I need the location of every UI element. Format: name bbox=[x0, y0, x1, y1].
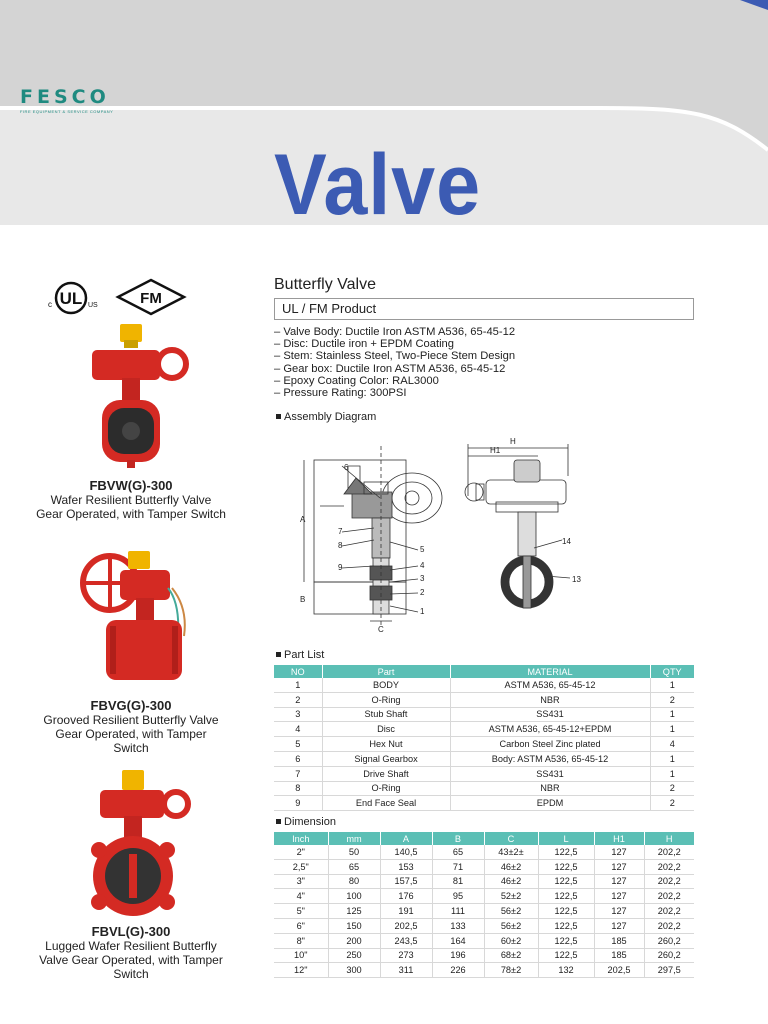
product-model: FBVL(G)-300 bbox=[91, 924, 171, 939]
table-row bbox=[274, 707, 694, 722]
table-cell: 127 bbox=[594, 918, 644, 933]
table-cell: 56±2 bbox=[484, 918, 538, 933]
table-header-row bbox=[274, 665, 694, 678]
table-cell: 1 bbox=[650, 707, 694, 722]
section-title: Butterfly Valve bbox=[274, 276, 376, 293]
table-cell: 127 bbox=[594, 859, 644, 874]
table-cell: 46±2 bbox=[484, 859, 538, 874]
grooved-valve-image bbox=[80, 548, 205, 688]
table-cell: 81 bbox=[432, 874, 484, 889]
table-cell: 4 bbox=[274, 722, 322, 737]
table-cell: NBR bbox=[450, 692, 650, 707]
table-cell: 56±2 bbox=[484, 904, 538, 919]
table-cell: 140,5 bbox=[380, 845, 432, 859]
table-cell: 300 bbox=[328, 963, 380, 978]
table-cell: 111 bbox=[432, 904, 484, 919]
table-cell: 132 bbox=[538, 963, 594, 978]
product-description bbox=[16, 939, 246, 981]
table-cell: 43±2± bbox=[484, 845, 538, 859]
column-header: Inch bbox=[274, 832, 328, 845]
table-row bbox=[274, 963, 694, 978]
table-cell: 50 bbox=[328, 845, 380, 859]
callout-label: 14 bbox=[562, 537, 571, 546]
spec-item: – Stem: Stainless Steel, Two-Piece Stem Design bbox=[274, 350, 516, 363]
table-cell: 127 bbox=[594, 845, 644, 859]
column-header: B bbox=[432, 832, 484, 845]
table-cell: 1 bbox=[650, 751, 694, 766]
table-row bbox=[274, 859, 694, 874]
table-row bbox=[274, 845, 694, 859]
table-cell: 5 bbox=[274, 737, 322, 752]
column-header: A bbox=[380, 832, 432, 845]
callout-label: 4 bbox=[420, 561, 425, 570]
table-cell: 196 bbox=[432, 948, 484, 963]
product-model: FBVG(G)-300 bbox=[90, 698, 172, 713]
page-title: Valve bbox=[274, 137, 481, 233]
table-cell: 2 bbox=[274, 692, 322, 707]
spec-list bbox=[274, 326, 515, 399]
table-cell: 202,2 bbox=[644, 918, 694, 933]
product-desc-line: Switch bbox=[113, 967, 149, 981]
product-description bbox=[16, 713, 246, 755]
part-list-heading bbox=[276, 649, 324, 661]
table-cell: 5" bbox=[274, 904, 328, 919]
table-cell: 202,2 bbox=[644, 859, 694, 874]
column-header: H1 bbox=[594, 832, 644, 845]
column-header: mm bbox=[328, 832, 380, 845]
product-desc-line: Wafer Resilient Butterfly Valve bbox=[50, 493, 212, 507]
certification-marks bbox=[44, 276, 194, 318]
product-desc-line: Valve Gear Operated, with Tamper bbox=[39, 953, 223, 967]
table-cell: 122,5 bbox=[538, 918, 594, 933]
table-cell: 176 bbox=[380, 889, 432, 904]
bullet-square-icon bbox=[276, 819, 281, 824]
table-cell: 150 bbox=[328, 918, 380, 933]
product-desc-line: Gear Operated, with Tamper Switch bbox=[36, 507, 226, 521]
fm-mark-icon bbox=[118, 280, 184, 314]
table-cell: 4" bbox=[274, 889, 328, 904]
dimension-label: A bbox=[300, 515, 306, 524]
column-header: MATERIAL bbox=[450, 665, 650, 678]
table-cell: 10" bbox=[274, 948, 328, 963]
table-cell: O-Ring bbox=[322, 781, 450, 796]
table-cell: 122,5 bbox=[538, 889, 594, 904]
table-cell: SS431 bbox=[450, 766, 650, 781]
dimension-label: H bbox=[510, 437, 516, 446]
table-cell: 65 bbox=[432, 845, 484, 859]
ul-text: UL bbox=[59, 289, 83, 308]
dimension-label: Dimension bbox=[284, 816, 336, 828]
table-cell: SS431 bbox=[450, 707, 650, 722]
table-cell: 260,2 bbox=[644, 933, 694, 948]
table-row bbox=[274, 737, 694, 752]
table-cell: 202,5 bbox=[594, 963, 644, 978]
table-cell: 1 bbox=[650, 766, 694, 781]
callout-label: 7 bbox=[338, 527, 343, 536]
product-subtitle-box bbox=[274, 298, 694, 320]
table-cell: 127 bbox=[594, 904, 644, 919]
brand-name: FESCO bbox=[20, 86, 110, 108]
assembly-diagram-heading bbox=[276, 411, 376, 423]
column-header: L bbox=[538, 832, 594, 845]
table-cell: 1 bbox=[650, 722, 694, 737]
table-cell: Carbon Steel Zinc plated bbox=[450, 737, 650, 752]
table-cell: 127 bbox=[594, 889, 644, 904]
table-cell: 250 bbox=[328, 948, 380, 963]
table-cell: 3" bbox=[274, 874, 328, 889]
product-desc-line: Switch bbox=[113, 741, 149, 755]
table-cell: 2 bbox=[650, 781, 694, 796]
table-row bbox=[274, 948, 694, 963]
callout-label: 5 bbox=[420, 545, 425, 554]
table-cell: 4 bbox=[650, 737, 694, 752]
table-row bbox=[274, 874, 694, 889]
table-cell: 2" bbox=[274, 845, 328, 859]
table-cell: End Face Seal bbox=[322, 796, 450, 811]
table-cell: 1 bbox=[274, 678, 322, 692]
table-cell: Stub Shaft bbox=[322, 707, 450, 722]
table-cell: 311 bbox=[380, 963, 432, 978]
callout-label: 1 bbox=[420, 607, 425, 616]
callout-label: 8 bbox=[338, 541, 343, 550]
assembly-diagram bbox=[300, 436, 600, 636]
table-cell: 6 bbox=[274, 751, 322, 766]
spec-item: – Valve Body: Ductile Iron ASTM A536, 65-45-12 bbox=[274, 326, 516, 338]
ul-c-text: c bbox=[48, 300, 52, 309]
assembly-diagram-label: Assembly Diagram bbox=[284, 411, 377, 423]
table-cell: 122,5 bbox=[538, 933, 594, 948]
table-cell: 202,2 bbox=[644, 845, 694, 859]
callout-label: 13 bbox=[572, 575, 581, 584]
lugged-valve-image bbox=[86, 768, 196, 920]
table-cell: 60±2 bbox=[484, 933, 538, 948]
table-row bbox=[274, 889, 694, 904]
table-cell: 122,5 bbox=[538, 904, 594, 919]
table-row bbox=[274, 766, 694, 781]
table-cell: 202,2 bbox=[644, 874, 694, 889]
dimension-label: H1 bbox=[490, 446, 501, 455]
table-cell: 127 bbox=[594, 874, 644, 889]
table-cell: 2 bbox=[650, 796, 694, 811]
table-cell: 164 bbox=[432, 933, 484, 948]
table-row bbox=[274, 692, 694, 707]
product-desc-line: Grooved Resilient Butterfly Valve bbox=[43, 713, 219, 727]
table-cell: 297,5 bbox=[644, 963, 694, 978]
table-cell: 122,5 bbox=[538, 874, 594, 889]
table-row bbox=[274, 796, 694, 811]
table-cell: 46±2 bbox=[484, 874, 538, 889]
table-row bbox=[274, 751, 694, 766]
table-cell: 71 bbox=[432, 859, 484, 874]
table-cell: 185 bbox=[594, 933, 644, 948]
table-cell: Hex Nut bbox=[322, 737, 450, 752]
ul-mark-icon bbox=[48, 283, 98, 313]
spec-item: – Disc: Ductile iron + EPDM Coating bbox=[274, 338, 454, 351]
column-header: H bbox=[644, 832, 694, 845]
table-row bbox=[274, 918, 694, 933]
callout-label: 6 bbox=[344, 463, 349, 472]
table-cell: 52±2 bbox=[484, 889, 538, 904]
table-cell: 8 bbox=[274, 781, 322, 796]
table-row bbox=[274, 933, 694, 948]
table-cell: Signal Gearbox bbox=[322, 751, 450, 766]
table-cell: 185 bbox=[594, 948, 644, 963]
column-header: QTY bbox=[650, 665, 694, 678]
table-cell: 243,5 bbox=[380, 933, 432, 948]
dimension-heading bbox=[276, 816, 336, 828]
callout-label: 9 bbox=[338, 563, 343, 572]
table-cell: ASTM A536, 65-45-12+EPDM bbox=[450, 722, 650, 737]
wafer-valve-image bbox=[82, 322, 192, 472]
table-row bbox=[274, 904, 694, 919]
callout-label: 2 bbox=[420, 588, 425, 597]
ul-us-text: US bbox=[88, 302, 98, 309]
table-cell: 1 bbox=[650, 678, 694, 692]
table-cell: 122,5 bbox=[538, 948, 594, 963]
brand-logo bbox=[20, 86, 113, 114]
column-header: C bbox=[484, 832, 538, 845]
table-cell: 125 bbox=[328, 904, 380, 919]
table-row bbox=[274, 781, 694, 796]
table-cell: 8" bbox=[274, 933, 328, 948]
product-desc-line: Gear Operated, with Tamper bbox=[55, 727, 207, 741]
spec-item: – Epoxy Coating Color: RAL3000 bbox=[274, 374, 439, 387]
table-cell: NBR bbox=[450, 781, 650, 796]
table-header-row bbox=[274, 832, 694, 845]
table-cell: Drive Shaft bbox=[322, 766, 450, 781]
product-desc-line: Lugged Wafer Resilient Butterfly bbox=[45, 939, 217, 953]
spec-item: – Gear box: Ductile Iron ASTM A536, 65-45-12 bbox=[274, 362, 506, 375]
dimension-label: C bbox=[378, 625, 384, 634]
table-row bbox=[274, 722, 694, 737]
table-cell: 2,5" bbox=[274, 859, 328, 874]
table-cell: 191 bbox=[380, 904, 432, 919]
table-cell: 68±2 bbox=[484, 948, 538, 963]
table-cell: 202,5 bbox=[380, 918, 432, 933]
table-cell: ASTM A536, 65-45-12 bbox=[450, 678, 650, 692]
part-list-table bbox=[274, 665, 694, 811]
table-cell: 122,5 bbox=[538, 859, 594, 874]
dimension-table bbox=[274, 832, 694, 978]
product-subtitle: UL / FM Product bbox=[282, 301, 377, 316]
part-list-label: Part List bbox=[284, 649, 325, 661]
column-header: NO bbox=[274, 665, 322, 678]
table-cell: BODY bbox=[322, 678, 450, 692]
table-cell: 157,5 bbox=[380, 874, 432, 889]
table-cell: 260,2 bbox=[644, 948, 694, 963]
dimension-label: B bbox=[300, 595, 306, 604]
table-cell: 65 bbox=[328, 859, 380, 874]
spec-item: – Pressure Rating: 300PSI bbox=[274, 387, 407, 400]
column-header: Part bbox=[322, 665, 450, 678]
table-cell: 3 bbox=[274, 707, 322, 722]
table-cell: 133 bbox=[432, 918, 484, 933]
table-cell: 226 bbox=[432, 963, 484, 978]
bullet-square-icon bbox=[276, 414, 281, 419]
brand-tagline: FIRE EQUIPMENT & SERVICE COMPANY bbox=[20, 109, 114, 114]
table-cell: 12" bbox=[274, 963, 328, 978]
table-cell: 95 bbox=[432, 889, 484, 904]
fm-text: FM bbox=[140, 290, 162, 307]
table-row bbox=[274, 678, 694, 692]
table-cell: 202,2 bbox=[644, 889, 694, 904]
table-cell: O-Ring bbox=[322, 692, 450, 707]
table-cell: EPDM bbox=[450, 796, 650, 811]
callout-label: 3 bbox=[420, 574, 425, 583]
bullet-square-icon bbox=[276, 652, 281, 657]
table-cell: 202,2 bbox=[644, 904, 694, 919]
table-cell: 9 bbox=[274, 796, 322, 811]
table-cell: 153 bbox=[380, 859, 432, 874]
table-cell: 2 bbox=[650, 692, 694, 707]
product-description bbox=[16, 493, 246, 521]
table-cell: Disc bbox=[322, 722, 450, 737]
table-cell: 6" bbox=[274, 918, 328, 933]
table-cell: Body: ASTM A536, 65-45-12 bbox=[450, 751, 650, 766]
table-cell: 80 bbox=[328, 874, 380, 889]
table-cell: 273 bbox=[380, 948, 432, 963]
table-cell: 7 bbox=[274, 766, 322, 781]
table-cell: 78±2 bbox=[484, 963, 538, 978]
table-cell: 122,5 bbox=[538, 845, 594, 859]
table-cell: 100 bbox=[328, 889, 380, 904]
product-model: FBVW(G)-300 bbox=[89, 478, 173, 493]
table-cell: 200 bbox=[328, 933, 380, 948]
